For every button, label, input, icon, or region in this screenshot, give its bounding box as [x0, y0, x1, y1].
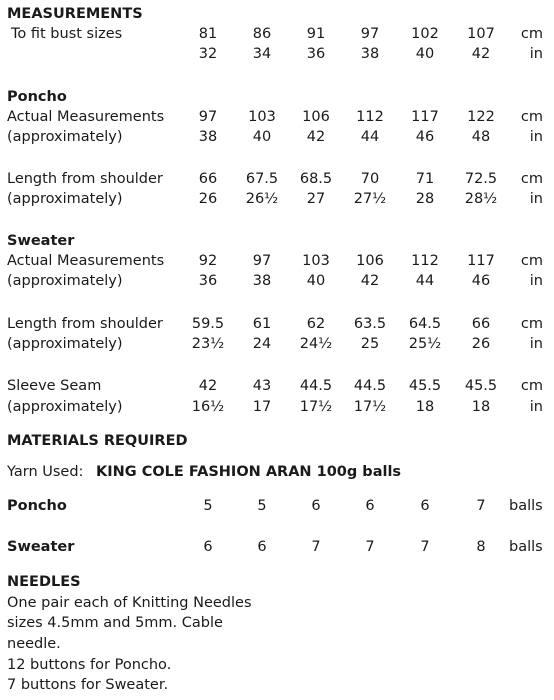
poncho-actual-cm-4: 112 — [356, 109, 384, 125]
sweater-length-in-3: 24½ — [299, 336, 333, 352]
sweater-length-label: Length from shoulder — [7, 316, 163, 332]
sweater-actual-in-3: 40 — [306, 273, 326, 289]
poncho-length-in-2: 26½ — [245, 191, 279, 207]
sweater-sleeve-in-2: 17 — [252, 399, 272, 415]
sweater-balls-5: 7 — [420, 539, 430, 555]
sweater-length-cm-3: 62 — [306, 316, 326, 332]
poncho-balls-label: Poncho — [7, 498, 67, 514]
bust-in-5: 40 — [415, 46, 435, 62]
sweater-sleeve-in-1: 16½ — [191, 399, 225, 415]
unit-cm: cm — [520, 171, 543, 187]
sweater-sleeve-cm-1: 42 — [198, 378, 218, 394]
bust-in-1: 32 — [198, 46, 218, 62]
bust-cm-4: 97 — [360, 26, 380, 42]
poncho-balls-5: 6 — [420, 498, 430, 514]
poncho-actual-in-3: 42 — [306, 129, 326, 145]
bust-cm-3: 91 — [306, 26, 326, 42]
poncho-actual-cm-3: 106 — [302, 109, 330, 125]
bust-in-3: 36 — [306, 46, 326, 62]
sweater-length-in-6: 26 — [471, 336, 491, 352]
unit-in: in — [529, 191, 543, 207]
sweater-length-in-5: 25½ — [408, 336, 442, 352]
sweater-actual-cm-6: 117 — [467, 253, 495, 269]
yarn-name: KING COLE FASHION ARAN 100g balls — [96, 464, 402, 480]
sweater-actual-in-2: 38 — [252, 273, 272, 289]
needles-line: 7 buttons for Sweater. — [7, 677, 169, 693]
poncho-length-approx-label: (approximately) — [7, 191, 123, 207]
unit-cm: cm — [520, 316, 543, 332]
needles-line: needle. — [7, 636, 61, 652]
poncho-length-cm-6: 72.5 — [464, 171, 498, 187]
materials-heading: MATERIALS REQUIRED — [7, 433, 188, 449]
poncho-balls-2: 5 — [257, 498, 267, 514]
sweater-length-in-4: 25 — [360, 336, 380, 352]
unit-cm: cm — [520, 378, 543, 394]
needles-line: sizes 4.5mm and 5mm. Cable — [7, 615, 223, 631]
unit-cm: cm — [520, 26, 543, 42]
sweater-balls-1: 6 — [203, 539, 213, 555]
sweater-sleeve-in-5: 18 — [415, 399, 435, 415]
sweater-balls-2: 6 — [257, 539, 267, 555]
poncho-actual-in-6: 48 — [471, 129, 491, 145]
sweater-actual-in-5: 44 — [415, 273, 435, 289]
unit-in: in — [529, 399, 543, 415]
sweater-length-in-2: 24 — [252, 336, 272, 352]
unit-in: in — [529, 46, 543, 62]
needles-line: 12 buttons for Poncho. — [7, 657, 172, 673]
sweater-actual-cm-4: 106 — [356, 253, 384, 269]
sweater-length-cm-6: 66 — [471, 316, 491, 332]
bust-cm-5: 102 — [411, 26, 439, 42]
unit-in: in — [529, 336, 543, 352]
poncho-actual-cm-2: 103 — [248, 109, 276, 125]
measurements-heading: MEASUREMENTS — [7, 6, 143, 22]
unit-balls: balls — [509, 539, 543, 555]
poncho-length-cm-5: 71 — [415, 171, 435, 187]
sweater-sleeve-label: Sleeve Seam — [7, 378, 102, 394]
poncho-balls-1: 5 — [203, 498, 213, 514]
sweater-sleeve-in-4: 17½ — [353, 399, 387, 415]
sweater-sleeve-cm-5: 45.5 — [408, 378, 442, 394]
needles-line: One pair each of Knitting Needles — [7, 595, 252, 611]
sweater-actual-in-4: 42 — [360, 273, 380, 289]
bust-cm-6: 107 — [467, 26, 495, 42]
sweater-actual-cm-5: 112 — [411, 253, 439, 269]
poncho-actual-cm-5: 117 — [411, 109, 439, 125]
sweater-length-cm-1: 59.5 — [191, 316, 225, 332]
sweater-actual-cm-1: 92 — [198, 253, 218, 269]
sweater-actual-cm-3: 103 — [302, 253, 330, 269]
poncho-approx-label: (approximately) — [7, 129, 123, 145]
sweater-sleeve-cm-3: 44.5 — [299, 378, 333, 394]
sweater-sleeve-cm-4: 44.5 — [353, 378, 387, 394]
unit-in: in — [529, 129, 543, 145]
sweater-balls-6: 8 — [476, 539, 486, 555]
needles-heading: NEEDLES — [7, 574, 81, 590]
bust-cm-2: 86 — [252, 26, 272, 42]
poncho-length-in-4: 27½ — [353, 191, 387, 207]
sweater-balls-label: Sweater — [7, 539, 75, 555]
poncho-length-in-6: 28½ — [464, 191, 498, 207]
poncho-length-in-3: 27 — [306, 191, 326, 207]
sweater-length-approx-label: (approximately) — [7, 336, 123, 352]
unit-in: in — [529, 273, 543, 289]
unit-cm: cm — [520, 109, 543, 125]
bust-in-6: 42 — [471, 46, 491, 62]
bust-in-4: 38 — [360, 46, 380, 62]
sweater-length-cm-4: 63.5 — [353, 316, 387, 332]
sweater-length-cm-2: 61 — [252, 316, 272, 332]
poncho-balls-3: 6 — [311, 498, 321, 514]
poncho-actual-cm-1: 97 — [198, 109, 218, 125]
poncho-length-label: Length from shoulder — [7, 171, 163, 187]
poncho-length-in-5: 28 — [415, 191, 435, 207]
sweater-sleeve-cm-2: 43 — [252, 378, 272, 394]
sweater-length-cm-5: 64.5 — [408, 316, 442, 332]
unit-balls: balls — [509, 498, 543, 514]
bust-cm-1: 81 — [198, 26, 218, 42]
poncho-actual-in-2: 40 — [252, 129, 272, 145]
poncho-balls-6: 7 — [476, 498, 486, 514]
poncho-actual-in-1: 38 — [198, 129, 218, 145]
sweater-actual-in-6: 46 — [471, 273, 491, 289]
bust-in-2: 34 — [252, 46, 272, 62]
sweater-actual-cm-2: 97 — [252, 253, 272, 269]
sweater-actual-in-1: 36 — [198, 273, 218, 289]
poncho-actual-in-4: 44 — [360, 129, 380, 145]
sweater-approx-label: (approximately) — [7, 273, 123, 289]
sweater-balls-3: 7 — [311, 539, 321, 555]
sweater-length-in-1: 23½ — [191, 336, 225, 352]
sweater-sleeve-in-6: 18 — [471, 399, 491, 415]
poncho-heading: Poncho — [7, 89, 67, 105]
sweater-actual-label: Actual Measurements — [7, 253, 165, 269]
poncho-length-cm-3: 68.5 — [299, 171, 333, 187]
poncho-actual-label: Actual Measurements — [7, 109, 165, 125]
yarn-label: Yarn Used: — [7, 464, 84, 480]
sweater-heading: Sweater — [7, 233, 75, 249]
sweater-sleeve-in-3: 17½ — [299, 399, 333, 415]
fit-bust-label: To fit bust sizes — [11, 26, 123, 42]
poncho-actual-cm-6: 122 — [467, 109, 495, 125]
poncho-length-cm-4: 70 — [360, 171, 380, 187]
poncho-balls-4: 6 — [365, 498, 375, 514]
poncho-length-in-1: 26 — [198, 191, 218, 207]
unit-cm: cm — [520, 253, 543, 269]
sweater-balls-4: 7 — [365, 539, 375, 555]
poncho-length-cm-2: 67.5 — [245, 171, 279, 187]
sweater-sleeve-cm-6: 45.5 — [464, 378, 498, 394]
poncho-actual-in-5: 46 — [415, 129, 435, 145]
poncho-length-cm-1: 66 — [198, 171, 218, 187]
sweater-sleeve-approx-label: (approximately) — [7, 399, 123, 415]
